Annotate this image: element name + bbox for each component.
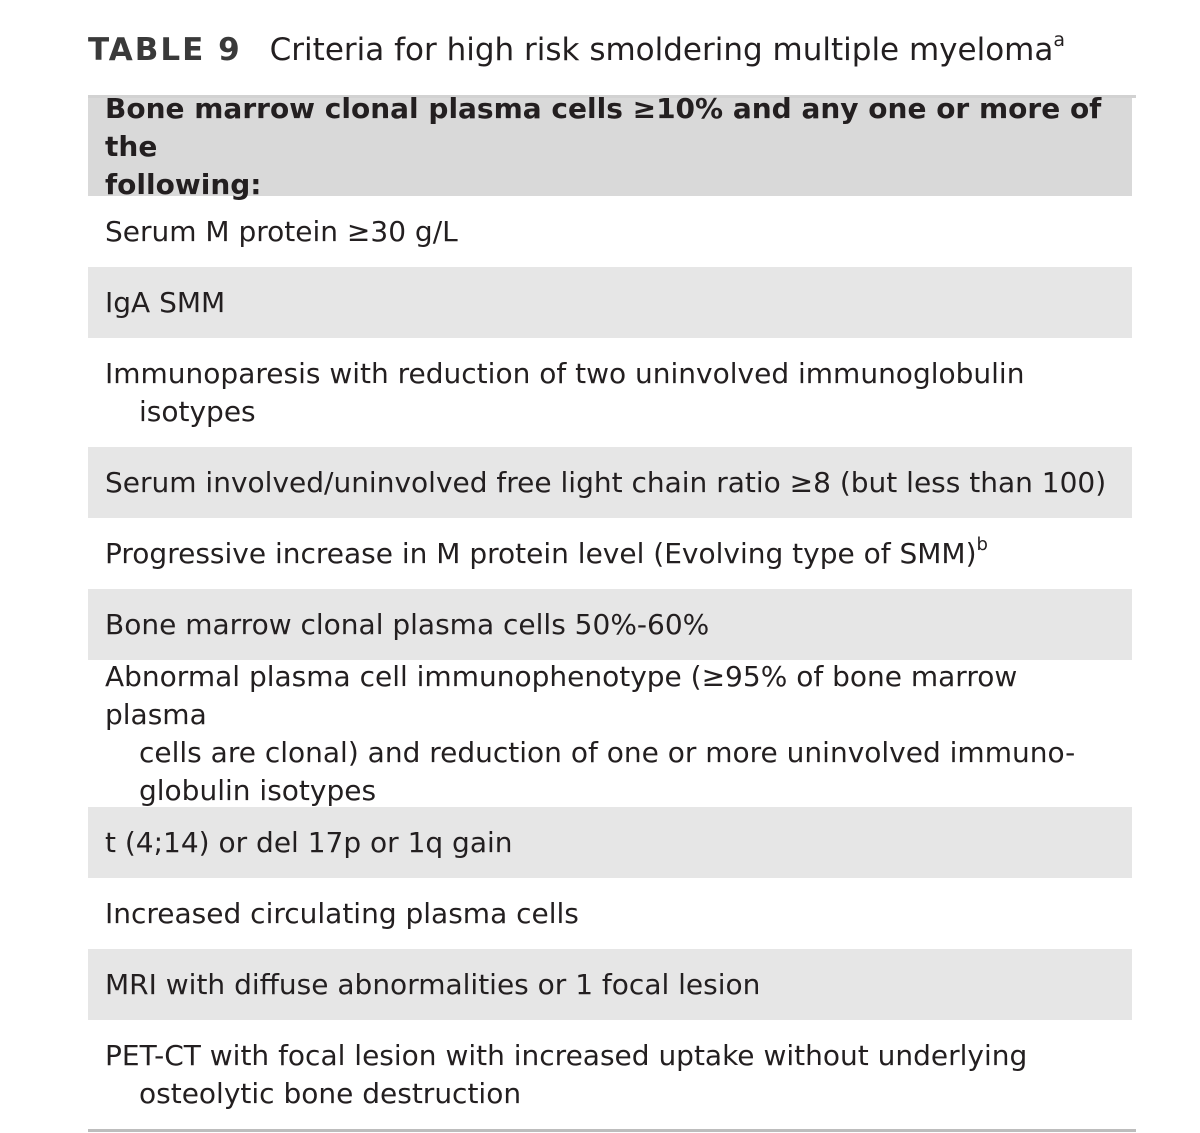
table-row (88, 196, 1132, 267)
table-row (88, 807, 1132, 878)
table-row (88, 589, 1132, 660)
table-row (88, 660, 1132, 807)
table-row (88, 267, 1132, 338)
footnote-mark-b: b (976, 533, 988, 555)
row-text: Immunoparesis with reduction of two uninvolved immunoglobulin (105, 356, 1025, 390)
table-row (88, 1020, 1132, 1129)
row-text: Abnormal plasma cell immunophenotype (≥95% of bone marrow plasma (105, 659, 1018, 731)
row-text-continued: cells are clonal) and reduction of one or more uninvolved immuno- (139, 735, 1076, 769)
row-text: IgA SMM (105, 285, 226, 319)
header-line-1: Bone marrow clonal plasma cells ≥10% and any one or more of the (105, 92, 1102, 163)
table-row (88, 949, 1132, 1020)
table-bottom-rule (88, 1129, 1136, 1132)
table-row (88, 447, 1132, 518)
criteria-table (88, 92, 1132, 1132)
row-text-continued: globulin isotypes (139, 773, 377, 807)
table-row (88, 338, 1132, 447)
row-text-main: Progressive increase in M protein level (Evolving type of SMM) (105, 536, 977, 570)
table-caption (88, 28, 1148, 72)
row-text-continued: osteolytic bone destruction (139, 1076, 522, 1110)
row-text: Serum M protein ≥30 g/L (105, 214, 458, 248)
table-title: Criteria for high risk smoldering multiple myeloma (269, 32, 1054, 68)
row-text (105, 535, 1115, 573)
row-text: Serum involved/uninvolved free light chain ratio ≥8 (but less than 100) (105, 465, 1107, 499)
table-row (88, 878, 1132, 949)
row-text: Bone marrow clonal plasma cells 50%-60% (105, 607, 710, 641)
header-line-2: following: (105, 168, 262, 201)
row-text: MRI with diffuse abnormalities or 1 focal lesion (105, 967, 761, 1001)
row-text: PET-CT with focal lesion with increased uptake without underlying (105, 1038, 1028, 1072)
footnote-mark-a: a (1053, 29, 1066, 51)
row-text: t (4;14) or del 17p or 1q gain (105, 825, 513, 859)
table-row (88, 518, 1132, 589)
row-text-continued: isotypes (139, 394, 256, 428)
table-header-row (88, 92, 1132, 201)
row-text: Increased circulating plasma cells (105, 896, 579, 930)
table-number: TABLE 9 (88, 32, 242, 68)
